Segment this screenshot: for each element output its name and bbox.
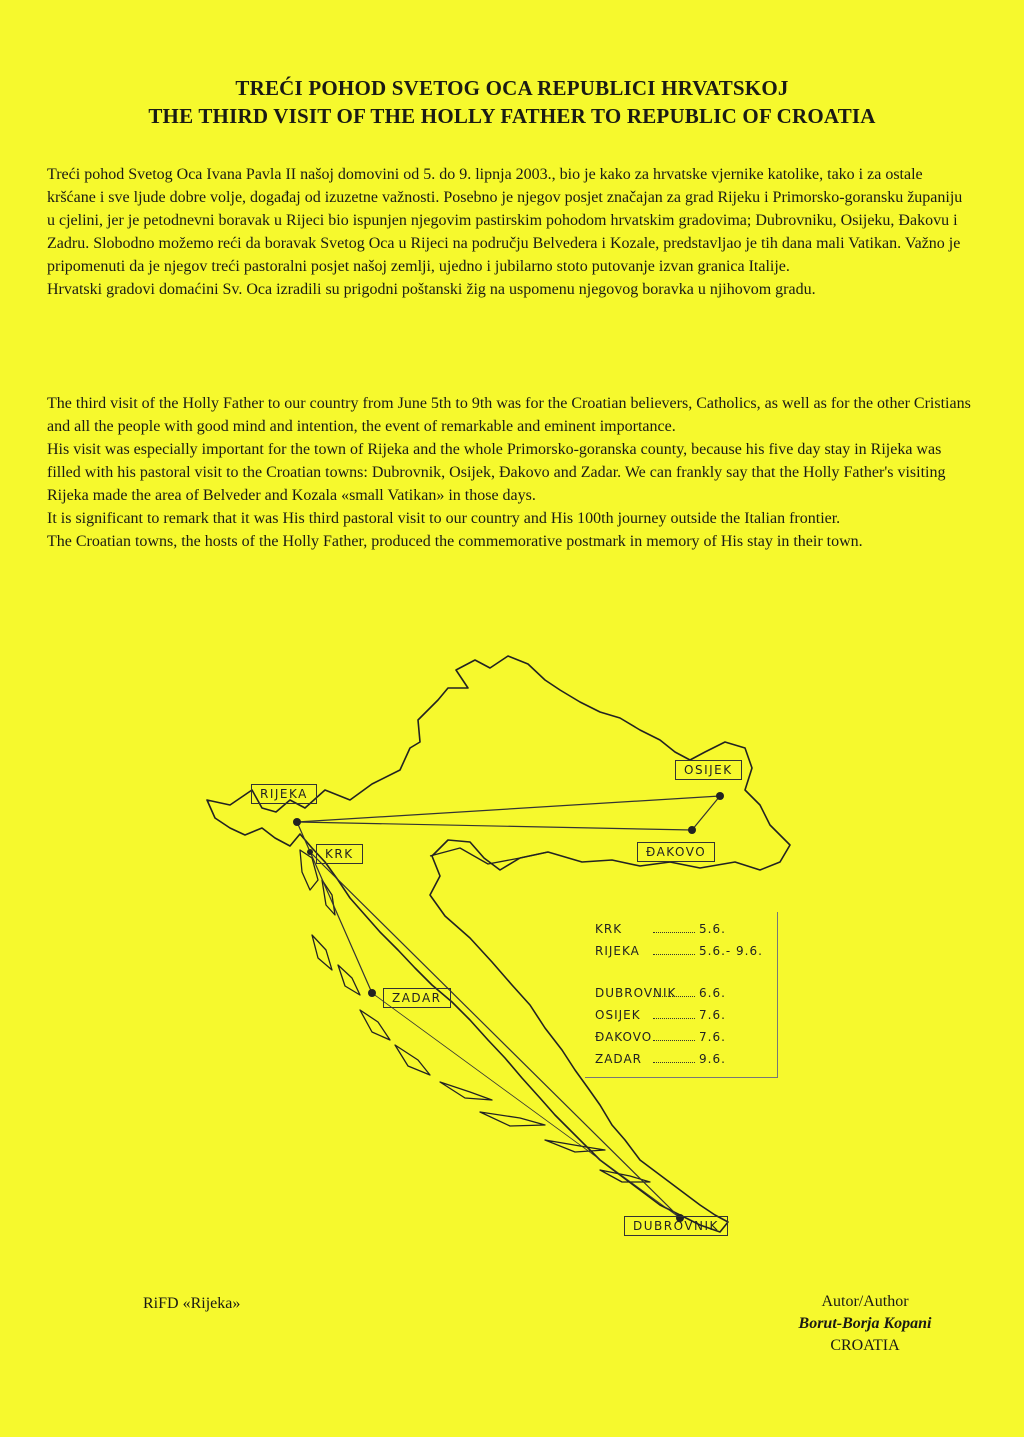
legend-date: 9.6. xyxy=(699,1052,726,1066)
legend-row xyxy=(595,944,763,958)
english-paragraph: The Croatian towns, the hosts of the Holly Father, produced the commemorative postmark in memory of His stay in their town. xyxy=(47,533,863,550)
map-label-osijek: OSIJEK xyxy=(675,760,742,780)
publisher-name: RiFD «Rijeka» xyxy=(143,1295,241,1312)
author-block xyxy=(780,1291,950,1357)
island-shape xyxy=(338,965,360,995)
legend-city: OSIJEK xyxy=(595,1008,641,1022)
english-paragraph: It is significant to remark that it was His third pastoral visit to our country and His 100th journey outside the Italian frontier. xyxy=(47,510,841,527)
legend-date: 7.6. xyxy=(699,1008,726,1022)
map-label-zadar: ZADAR xyxy=(383,988,451,1008)
city-dot-zadar xyxy=(368,989,376,997)
island-shape xyxy=(312,935,332,970)
legend-city: ĐAKOVO xyxy=(595,1030,653,1044)
croatian-paragraph: Treći pohod Svetog Oca Ivana Pavla II našoj domovini od 5. do 9. lipnja 2003., bio je kako za hrvatske vjernike katolike, tako i za ostale kršćane i sve ljude dobre volje, događaj od izuzetne važnosti. Posebno je njegov posjet značajan za grad Rijeku i Primorsko-goransku županiju u cjelini, jer je petodnevni boravak u Rijeci bio ispunjen njegovim pastirskim pohodom hrvatskim gradovima; Dubrovniku, Osijeku, Đakovu i Zadru. Slobodno možemo reći da boravak Svetog Oca u Rijeci na području Belvedera i Kozale, predstavljao je tih dana mali Vatikan. Važno je pripomenuti da je njegov treći pastoralni posjet našoj zemlji, ujedno i jubilarno stoto putovanje izvan granica Italije. xyxy=(47,166,963,275)
author-name: Borut-Borja Kopani xyxy=(798,1315,932,1332)
title-croatian: TREĆI POHOD SVETOG OCA REPUBLICI HRVATSKOJ xyxy=(235,76,789,100)
legend-date: 5.6.- 9.6. xyxy=(699,944,763,958)
author-label: Autor/Author xyxy=(821,1293,909,1310)
legend-date: 6.6. xyxy=(699,986,726,1000)
island-shape xyxy=(440,1082,492,1100)
city-dot-osijek xyxy=(716,792,724,800)
island-shape xyxy=(360,1010,390,1040)
map-label-dubrovnik: DUBROVNIK xyxy=(624,1216,728,1236)
legend-city: RIJEKA xyxy=(595,944,640,958)
map-label-krk: KRK xyxy=(316,844,363,864)
english-paragraph: His visit was especially important for the town of Rijeka and the whole Primorsko-goranska county, because his five day stay in Rijeka was filled with his pastoral visit to the Croatian towns: Dubrovnik, Osijek, Đakovo and Zadar. We can frankly say that the Holly Father's visiting Rijeka made the area of Belveder and Kozala «small Vatikan» in those days. xyxy=(47,441,946,504)
legend-city: DUBROVNIK xyxy=(595,986,677,1000)
visit-dates-legend xyxy=(585,912,778,1078)
legend-date: 7.6. xyxy=(699,1030,726,1044)
island-shape xyxy=(395,1045,430,1075)
island-shape xyxy=(545,1140,605,1152)
legend-date: 5.6. xyxy=(699,922,726,936)
city-dot-djakovo xyxy=(688,826,696,834)
legend-row xyxy=(595,1008,726,1022)
title-english: THE THIRD VISIT OF THE HOLLY FATHER TO REPUBLIC OF CROATIA xyxy=(148,104,876,128)
city-dot-krk xyxy=(307,849,313,855)
legend-city: KRK xyxy=(595,922,623,936)
island-shape xyxy=(480,1112,545,1126)
english-paragraph: The third visit of the Holly Father to our country from June 5th to 9th was for the Croatian believers, Catholics, as well as for the other Cristians and all the people with good mind and intention, the event of remarkable and eminent importance. xyxy=(47,395,971,435)
legend-city: ZADAR xyxy=(595,1052,643,1066)
island-shape xyxy=(322,880,335,915)
legend-row xyxy=(595,1052,726,1066)
route-rijeka-osijek xyxy=(297,796,720,822)
legend-row xyxy=(595,922,726,936)
author-country: CROATIA xyxy=(830,1337,900,1354)
route-rijeka-djakovo xyxy=(297,822,692,830)
city-dot-rijeka xyxy=(293,818,301,826)
map-label-rijeka: RIJEKA xyxy=(251,784,317,804)
map-label-djakovo: ĐAKOVO xyxy=(637,842,715,862)
croatian-paragraph: Hrvatski gradovi domaćini Sv. Oca izradili su prigodni poštanski žig na uspomenu njegovog boravka u njihovom gradu. xyxy=(47,281,816,298)
legend-row xyxy=(595,986,726,1000)
route-osijek-djakovo xyxy=(692,796,720,830)
legend-row xyxy=(595,1030,726,1044)
